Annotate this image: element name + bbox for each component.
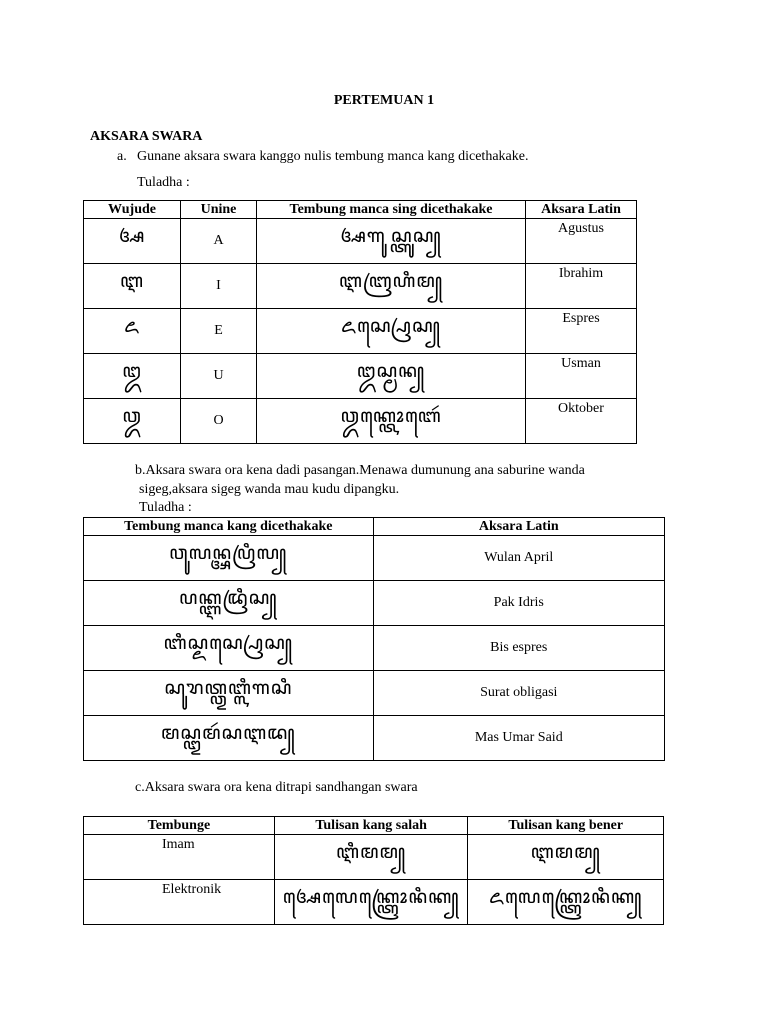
word-cell: Elektronik bbox=[84, 880, 275, 925]
sound-cell: U bbox=[181, 354, 257, 399]
table-row bbox=[84, 716, 665, 761]
javanese-word: ꦄꦒꦸꦱ꧀ꦠꦸꦱ꧀ bbox=[257, 219, 526, 264]
point-b-line2: sigeg,aksara sigeg wanda mau kudu dipangku. bbox=[139, 482, 400, 497]
latin-cell: Pak Idris bbox=[373, 581, 664, 626]
header-tembung: Tembung manca sing dicethakake bbox=[257, 201, 526, 219]
header-aksara-latin: Aksara Latin bbox=[526, 201, 637, 219]
table-header-row bbox=[84, 817, 664, 835]
aksara-swara-table bbox=[83, 200, 637, 444]
javanese-word: ꦩꦱ꧀ꦈꦩꦂꦱꦆꦢ꧀ bbox=[84, 716, 374, 761]
latin-cell: Wulan April bbox=[373, 536, 664, 581]
point-b-example-label: Tuladha : bbox=[139, 500, 192, 515]
word-cell: Imam bbox=[84, 835, 275, 880]
header-tulisan-salah: Tulisan kang salah bbox=[274, 817, 468, 835]
javanese-letter: ꦎ bbox=[84, 399, 181, 444]
table-row bbox=[84, 309, 637, 354]
table-row bbox=[84, 835, 664, 880]
pangku-example-table bbox=[83, 517, 665, 761]
table-row bbox=[84, 581, 665, 626]
point-a-marker: a. bbox=[117, 149, 127, 164]
sound-cell: I bbox=[181, 264, 257, 309]
javanese-word: ꦮꦸꦭꦤ꧀ꦄꦥꦿꦶꦭ꧀ bbox=[84, 536, 374, 581]
wrong-writing: ꦆꦶꦩꦩ꧀ bbox=[274, 835, 468, 880]
javanese-word: ꦧꦶꦱ꧀ꦌꦱ꧀ꦥꦿꦺꦱ꧀ bbox=[84, 626, 374, 671]
header-tembung: Tembung manca kang dicethakake bbox=[84, 518, 374, 536]
latin-cell: Agustus bbox=[526, 219, 637, 264]
table-row bbox=[84, 354, 637, 399]
latin-cell: Surat obligasi bbox=[373, 671, 664, 716]
table-row bbox=[84, 671, 665, 716]
wrong-writing: ꦄꦺꦭꦺꦏ꧀ꦠꦿꦺꦴꦤꦶꦏ꧀ bbox=[274, 880, 468, 925]
javanese-letter: ꦄ bbox=[84, 219, 181, 264]
latin-cell: Usman bbox=[526, 354, 637, 399]
javanese-word: ꦥꦏ꧀ꦆꦢꦿꦶꦱ꧀ bbox=[84, 581, 374, 626]
header-wujude: Wujude bbox=[84, 201, 181, 219]
sound-cell: A bbox=[181, 219, 257, 264]
header-tulisan-bener: Tulisan kang bener bbox=[468, 817, 664, 835]
sound-cell: E bbox=[181, 309, 257, 354]
header-tembunge: Tembunge bbox=[84, 817, 275, 835]
point-c-text: c.Aksara swara ora kena ditrapi sandhangan swara bbox=[135, 780, 418, 795]
latin-cell: Oktober bbox=[526, 399, 637, 444]
javanese-word: ꦱꦸꦫꦠ꧀ꦎꦧ꧀ꦭꦶꦒꦱꦶ bbox=[84, 671, 374, 716]
section-heading: AKSARA SWARA bbox=[90, 129, 203, 144]
header-unine: Unine bbox=[181, 201, 257, 219]
correct-writing: ꦌꦭꦺꦏ꧀ꦠꦿꦺꦴꦤꦶꦏ꧀ bbox=[468, 880, 664, 925]
table-row bbox=[84, 219, 637, 264]
latin-cell: Bis espres bbox=[373, 626, 664, 671]
table-row bbox=[84, 626, 665, 671]
table-header-row bbox=[84, 201, 637, 219]
latin-cell: Ibrahim bbox=[526, 264, 637, 309]
latin-cell: Espres bbox=[526, 309, 637, 354]
header-aksara-latin: Aksara Latin bbox=[373, 518, 664, 536]
javanese-word: ꦆꦧꦿꦲꦶꦩ꧀ bbox=[257, 264, 526, 309]
correct-writing: ꦆꦩꦩ꧀ bbox=[468, 835, 664, 880]
javanese-word: ꦌꦱ꧀ꦥꦿꦺꦱ꧀ bbox=[257, 309, 526, 354]
table-row bbox=[84, 399, 637, 444]
javanese-word: ꦎꦏ꧀ꦠꦺꦴꦧꦺꦂ bbox=[257, 399, 526, 444]
sound-cell: O bbox=[181, 399, 257, 444]
point-a-text: Gunane aksara swara kanggo nulis tembung manca kang dicethakake. bbox=[137, 149, 529, 164]
page-title: PERTEMUAN 1 bbox=[333, 93, 435, 108]
table-row bbox=[84, 880, 664, 925]
table-row bbox=[84, 264, 637, 309]
sandhangan-table bbox=[83, 816, 664, 925]
point-a-example-label: Tuladha : bbox=[137, 175, 190, 190]
javanese-letter: ꦌ bbox=[84, 309, 181, 354]
point-b-line1: b.Aksara swara ora kena dadi pasangan.Menawa dumunung ana saburine wanda bbox=[135, 463, 585, 478]
table-header-row bbox=[84, 518, 665, 536]
javanese-letter: ꦆ bbox=[84, 264, 181, 309]
javanese-letter: ꦈ bbox=[84, 354, 181, 399]
latin-cell: Mas Umar Said bbox=[373, 716, 664, 761]
table-row bbox=[84, 536, 665, 581]
javanese-word: ꦈꦱ꧀ꦩꦤ꧀ bbox=[257, 354, 526, 399]
